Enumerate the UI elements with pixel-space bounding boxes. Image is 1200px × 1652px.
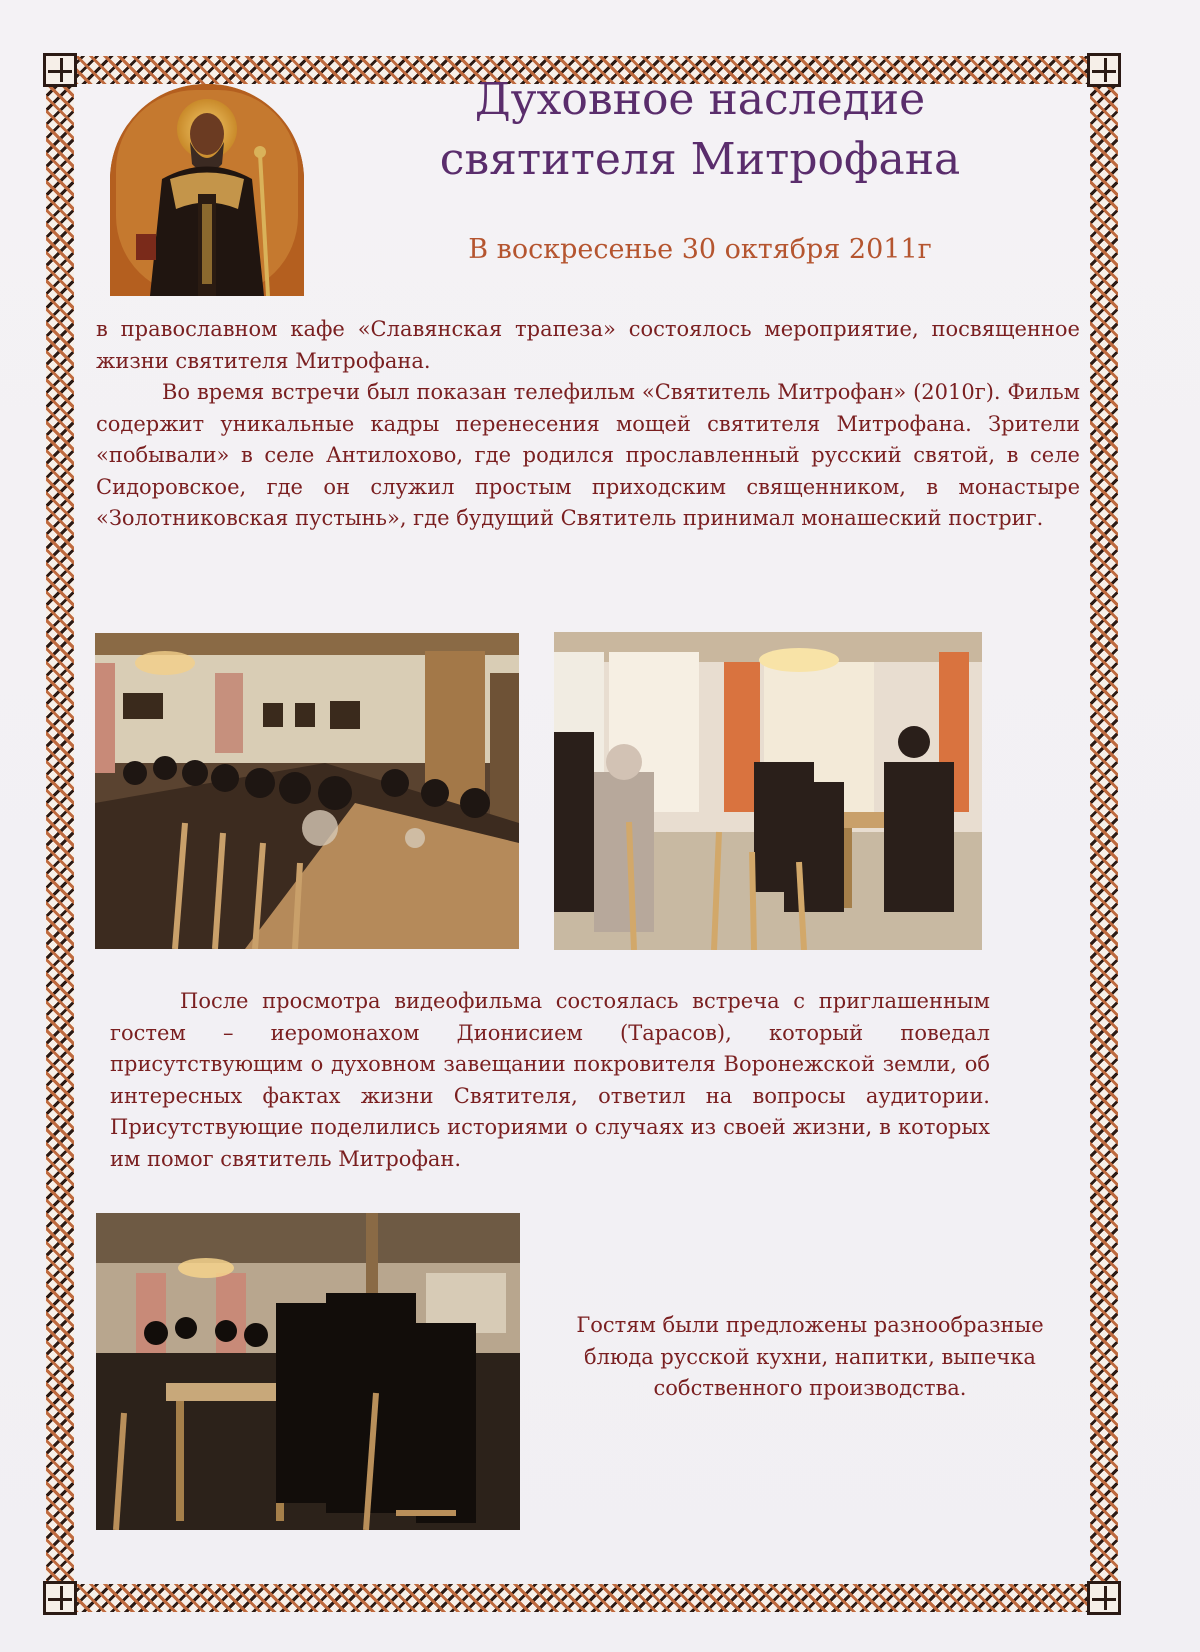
- border-corner-cross-icon: [43, 1581, 77, 1615]
- ornamental-border-bottom: [46, 1584, 1118, 1612]
- ornamental-border-left: [46, 56, 74, 1612]
- meeting-text: После просмотра видеофильма состоялась встреча с приглашенным гостем – иеромонахом Дионисием (Тарасов), который поведал присутствующим о духовном завещании покровителя Воронежской земли, об интересных фактах жизни Святителя, ответил на вопросы аудитории. Присутствующие поделились историями о случаях из своей жизни, в которых им помог святитель Митрофан.: [110, 989, 990, 1171]
- saint-icon-image: [110, 84, 304, 296]
- svg-text:✠: ✠: [130, 107, 138, 117]
- border-corner-cross-icon: [43, 53, 77, 87]
- page-title: [330, 70, 1070, 190]
- title-line-1: Духовное наследие: [474, 74, 926, 125]
- refreshments-paragraph: Гостям были предложены разнообразные блюда русской кухни, напитки, выпечка собственного производства.: [576, 1313, 1044, 1400]
- title-line-2: святителя Митрофана: [439, 134, 961, 185]
- intro-line: в православном кафе «Славянская трапеза» состоялось мероприятие, посвященное жизни святителя Митрофана.: [96, 317, 1080, 373]
- event-photo-dining: [96, 1213, 520, 1530]
- border-corner-cross-icon: [1087, 1581, 1121, 1615]
- border-corner-cross-icon: [1087, 53, 1121, 87]
- event-date: В воскресенье 30 октября 2011г: [468, 234, 932, 265]
- event-photo-hall: [95, 633, 519, 949]
- event-photo-table: [554, 632, 982, 950]
- intro-paragraph: [96, 314, 1080, 535]
- film-description: Во время встречи был показан телефильм «Святитель Митрофан» (2010г). Фильм содержит уникальные кадры перенесения мощей святителя Митрофана. Зрители «побывали» в селе Антилохово, где родился прославленный русский святой, в селе Сидоровское, где он служил простым приходским священником, в монастыре «Золотниковская пустынь», где будущий Святитель принимал монашеский постриг.: [96, 380, 1080, 530]
- ornamental-border-right: [1090, 56, 1118, 1612]
- meeting-paragraph: [110, 986, 990, 1175]
